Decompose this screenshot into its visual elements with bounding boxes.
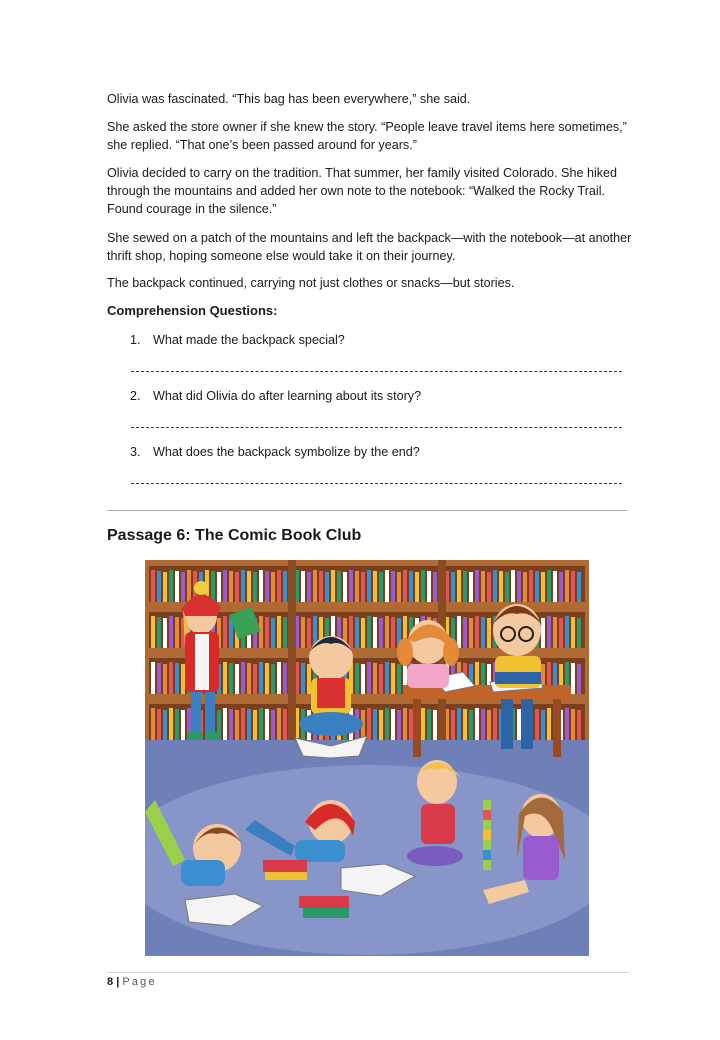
book-spine [151,616,155,648]
book-spine [337,571,341,602]
book-spine [181,710,185,740]
book-spine [301,663,305,694]
book-spine [451,572,455,602]
book-spine [271,572,275,602]
book-spine [229,663,233,694]
book-spine [517,571,521,602]
book-spine [157,571,161,602]
book-spine [541,572,545,602]
page-number: 8 [107,976,114,988]
book-spine [163,618,167,648]
book-spine [349,570,353,602]
book-spine [535,709,539,740]
book-spine [457,708,461,740]
book-spine [571,617,575,648]
book-spine [169,570,173,602]
book-spine [499,571,503,602]
book-spine [253,710,257,740]
book-spine [403,708,407,740]
book-spine [223,570,227,602]
book-spine [547,570,551,602]
footer-divider [107,972,629,973]
book-spine [325,572,329,602]
book-spine [307,664,311,694]
book-spine [163,710,167,740]
book-spine [241,662,245,694]
book-spine [175,663,179,694]
question-text: What made the backpack special? [153,333,345,347]
book-spine [565,708,569,740]
book-spine [211,571,215,602]
question-text: What did Olivia do after learning about its story? [153,389,422,403]
book-spine [547,708,551,740]
book-spine [361,664,365,694]
book-spine [457,616,461,648]
book-spine [391,617,395,648]
book-spine [307,618,311,648]
book-spine [577,664,581,694]
book-spine [253,664,257,694]
book-spine [367,616,371,648]
book-spine [517,709,521,740]
book-spine [247,571,251,602]
book-spine [457,570,461,602]
book-spine [475,708,479,740]
book-spine [487,572,491,602]
book-spine [181,664,185,694]
book-spine [493,570,497,602]
book-spine [265,571,269,602]
book-spine [307,572,311,602]
book-spine [313,570,317,602]
book-spine [331,570,335,602]
book-spine [151,662,155,694]
book-spine [571,663,575,694]
book-spine [487,618,491,648]
book-spine [577,572,581,602]
comic-book-club-illustration [145,560,589,956]
book-spine [475,616,479,648]
book-spine [421,708,425,740]
book-spine [463,571,467,602]
book-spine [427,571,431,602]
book-spine [463,617,467,648]
paragraph: Olivia decided to carry on the tradition. That summer, her family visited Colorado. She hiked through the mountains and added her own note to the notebook: “Walked the Rocky Trail. Found courage in the silence.” [107,166,618,216]
book-spine [235,664,239,694]
book-spine [169,708,173,740]
book-spine [409,571,413,602]
page-footer [107,976,157,988]
book-spine [241,570,245,602]
book-spine [283,663,287,694]
book-spine [373,709,377,740]
book-spine [301,617,305,648]
book-spine [373,617,377,648]
book-spine [469,618,473,648]
book-spine [355,663,359,694]
book-spine [571,709,575,740]
book-spine [277,570,281,602]
book-spine [385,662,389,694]
page-label: Page [122,976,157,988]
question-text: What does the backpack symbolize by the end? [153,445,420,459]
book-spine [367,570,371,602]
book-spine [541,710,545,740]
book-spine [559,572,563,602]
comprehension-heading: Comprehension Questions: [107,303,278,318]
book-spine [409,709,413,740]
book-spine [397,710,401,740]
book-spine [397,664,401,694]
book-spine [355,571,359,602]
book-spine [259,570,263,602]
book-spine [283,617,287,648]
book-spine [265,617,269,648]
book-spine [283,709,287,740]
book-spine [265,709,269,740]
book-spine [283,571,287,602]
book-spine [403,570,407,602]
book-spine [469,572,473,602]
book-spine [421,570,425,602]
book-spine [415,572,419,602]
book-spine [379,618,383,648]
paragraph: She sewed on a patch of the mountains and left the backpack—with the notebook—at another thrift shop, hoping someone else would take it on their journey. [107,231,632,263]
book-spine [271,618,275,648]
footer-separator: | [116,976,120,988]
book-spine [367,708,371,740]
book-spine [223,662,227,694]
book-spine [259,662,263,694]
book-spine [151,708,155,740]
book-spine [235,710,239,740]
book-spine [571,571,575,602]
paragraph: The backpack continued, carrying not just clothes or snacks—but stories. [107,276,515,290]
book-spine [361,618,365,648]
book-spine [175,571,179,602]
book-spine [481,571,485,602]
book-spine [175,617,179,648]
book-spine [391,709,395,740]
book-spine [529,570,533,602]
answer-line[interactable] [131,371,622,372]
book-spine [433,710,437,740]
book-spine [163,664,167,694]
book-spine [391,663,395,694]
book-spine [163,572,167,602]
question-number: 1. [130,333,141,347]
book-spine [277,662,281,694]
book-spine [397,572,401,602]
book-spine [187,570,191,602]
book-spine [229,709,233,740]
book-spine [379,710,383,740]
book-spine [349,616,353,648]
book-spine [391,571,395,602]
book-spine [271,710,275,740]
book-spine [541,618,545,648]
book-spine [271,664,275,694]
book-spine [361,572,365,602]
book-spine [241,708,245,740]
book-spine [247,709,251,740]
book-spine [493,708,497,740]
book-spine [547,616,551,648]
book-spine [229,571,233,602]
book-spine [427,709,431,740]
book-spine [487,710,491,740]
question-number: 2. [130,389,141,403]
book-spine [523,572,527,602]
book-spine [259,708,263,740]
answer-line[interactable] [131,483,622,484]
book-spine [553,617,557,648]
book-spine [565,570,569,602]
book-spine [355,617,359,648]
book-spine [481,617,485,648]
book-spine [373,571,377,602]
book-spine [385,570,389,602]
book-spine [385,616,389,648]
book-spine [157,617,161,648]
book-spine [223,708,227,740]
book-spine [463,709,467,740]
book-spine [151,570,155,602]
passage-title: Passage 6: The Comic Book Club [107,527,362,544]
book-spine [235,572,239,602]
book-spine [481,709,485,740]
book-spine [451,710,455,740]
paragraph: She asked the store owner if she knew the story. “People leave travel items here sometimes,” she replied. “That one’s been passed around for years.” [107,120,627,152]
book-spine [343,572,347,602]
book-spine [169,662,173,694]
book-spine [577,618,581,648]
book-spine [565,616,569,648]
book-spine [259,616,263,648]
book-spine [535,571,539,602]
book-spine [511,570,515,602]
book-spine [253,572,257,602]
paragraph: Olivia was fascinated. “This bag has been everywhere,” she said. [107,92,471,106]
book-spine [577,710,581,740]
book-spine [559,618,563,648]
book-spine [157,663,161,694]
book-spine [505,572,509,602]
book-spine [373,663,377,694]
book-spine [469,710,473,740]
question-number: 3. [130,445,141,459]
book-spine [301,571,305,602]
book-spine [379,572,383,602]
book-spine [175,709,179,740]
section-divider [107,510,627,511]
book-spine [277,708,281,740]
book-spine [265,663,269,694]
book-spine [475,570,479,602]
book-spine [379,664,383,694]
book-spine [385,708,389,740]
book-spine [367,662,371,694]
book-spine [223,616,227,648]
book-spine [157,709,161,740]
book-spine [247,663,251,694]
answer-line[interactable] [131,427,622,428]
book-spine [433,572,437,602]
book-spine [169,616,173,648]
book-spine [319,571,323,602]
book-spine [553,571,557,602]
book-spine [277,616,281,648]
book-spine [181,572,185,602]
book-spine [217,572,221,602]
